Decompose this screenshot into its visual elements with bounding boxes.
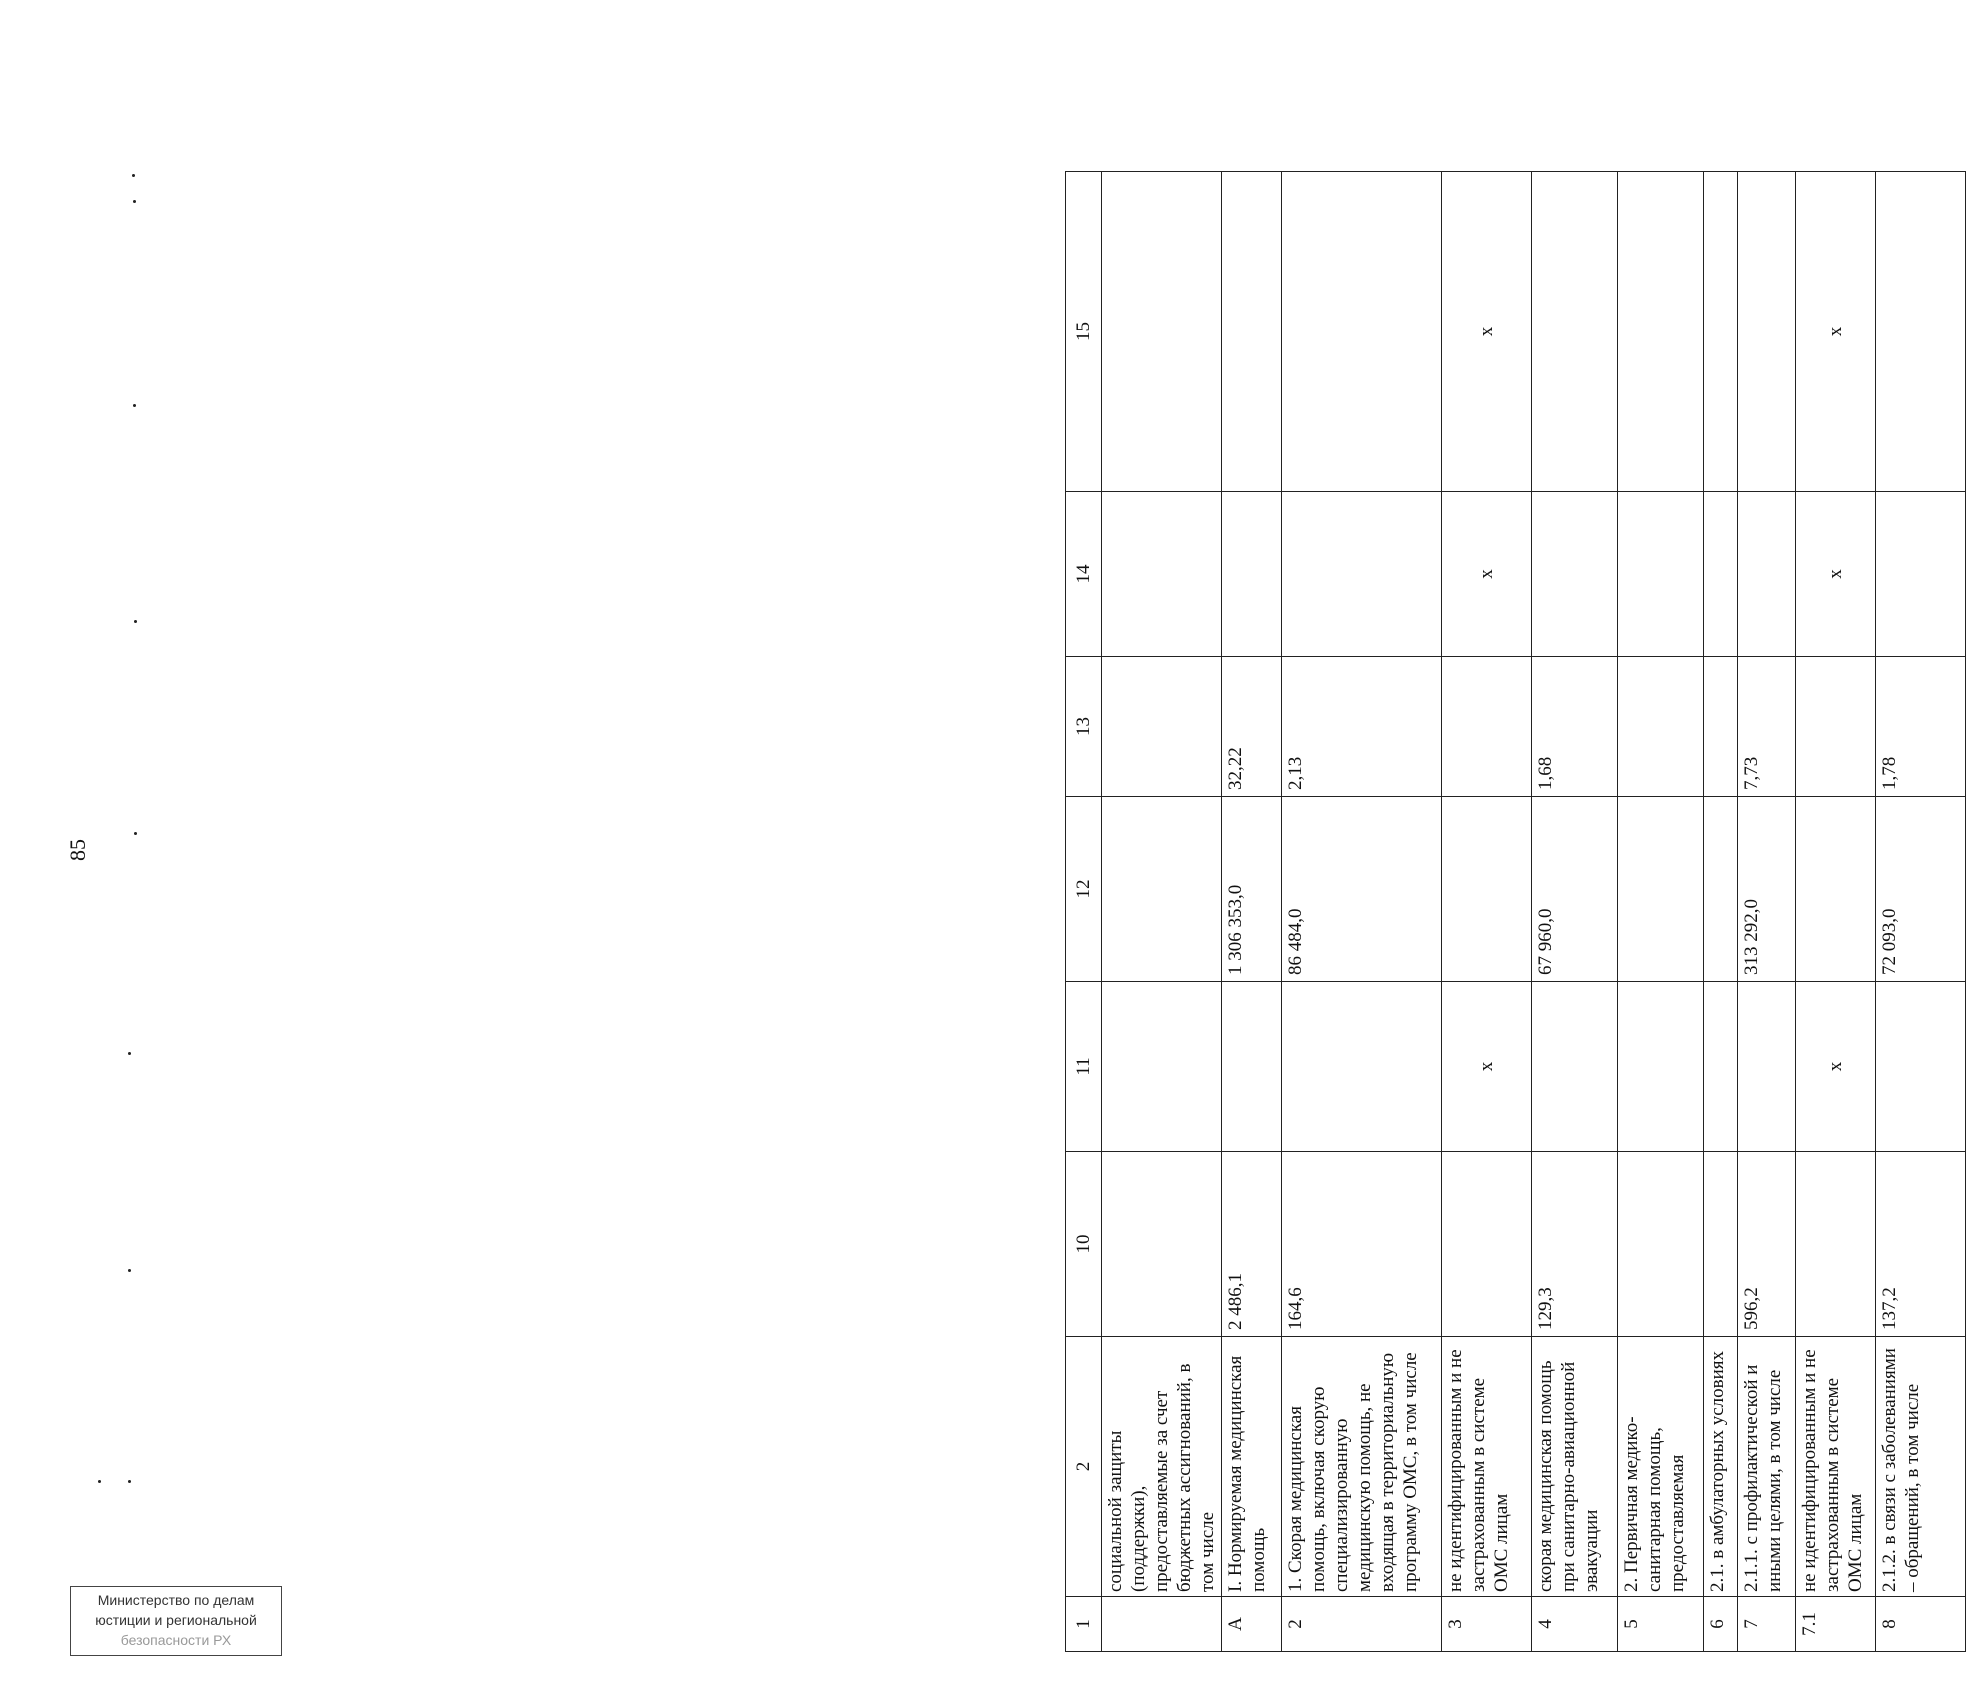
row-number: 7.1 bbox=[1796, 1597, 1876, 1652]
cell-col13: 2,13 bbox=[1282, 657, 1442, 797]
header-cell: 11 bbox=[1066, 982, 1102, 1152]
cell-col13: 1,68 bbox=[1532, 657, 1618, 797]
row-number: 6 bbox=[1704, 1597, 1738, 1652]
cell-col11: x bbox=[1796, 982, 1876, 1152]
row-number: 5 bbox=[1618, 1597, 1704, 1652]
cell-col10: 164,6 bbox=[1282, 1152, 1442, 1337]
ministry-stamp bbox=[70, 1586, 282, 1656]
row-label: 2.1.2. в связи с заболеваниями – обращений, в том числе bbox=[1876, 1337, 1966, 1597]
scan-dot bbox=[134, 832, 137, 835]
cell-col15 bbox=[1618, 172, 1704, 492]
table-row bbox=[1282, 172, 1442, 1652]
cell-col14: x bbox=[1442, 492, 1532, 657]
cell-col15: x bbox=[1796, 172, 1876, 492]
cell-col12: 67 960,0 bbox=[1532, 797, 1618, 982]
cell-col12 bbox=[1796, 797, 1876, 982]
cell-col14: x bbox=[1796, 492, 1876, 657]
cell-col13: 7,73 bbox=[1738, 657, 1796, 797]
row-label: не идентифицированным и не застрахованным в системе ОМС лицам bbox=[1796, 1337, 1876, 1597]
cell-col10: 596,2 bbox=[1738, 1152, 1796, 1337]
cell-col15 bbox=[1532, 172, 1618, 492]
scan-dot bbox=[133, 404, 136, 407]
cell-col12 bbox=[1102, 797, 1222, 982]
cell-col14 bbox=[1532, 492, 1618, 657]
cell-col15: x bbox=[1442, 172, 1532, 492]
cell-col13: 1,78 bbox=[1876, 657, 1966, 797]
header-row bbox=[1066, 172, 1102, 1652]
cell-col10: 129,3 bbox=[1532, 1152, 1618, 1337]
cell-col11 bbox=[1704, 982, 1738, 1152]
scan-dot bbox=[132, 174, 135, 177]
cell-col12 bbox=[1618, 797, 1704, 982]
cell-col15 bbox=[1222, 172, 1282, 492]
table-row bbox=[1618, 172, 1704, 1652]
row-number: 7 bbox=[1738, 1597, 1796, 1652]
cell-col15 bbox=[1738, 172, 1796, 492]
table-row bbox=[1738, 172, 1796, 1652]
table-row bbox=[1102, 172, 1222, 1652]
header-cell: 14 bbox=[1066, 492, 1102, 657]
table-row bbox=[1442, 172, 1532, 1652]
row-label: 2.1.1. с профилактической и иными целями, в том числе bbox=[1738, 1337, 1796, 1597]
cell-col15 bbox=[1102, 172, 1222, 492]
cell-col10: 137,2 bbox=[1876, 1152, 1966, 1337]
cell-col13: 32,22 bbox=[1222, 657, 1282, 797]
header-cell: 1 bbox=[1066, 1597, 1102, 1652]
cell-col11 bbox=[1222, 982, 1282, 1152]
scan-dot bbox=[134, 620, 137, 623]
header-cell: 10 bbox=[1066, 1152, 1102, 1337]
cell-col14 bbox=[1618, 492, 1704, 657]
scan-dot bbox=[128, 1480, 131, 1483]
cell-col11 bbox=[1738, 982, 1796, 1152]
cell-col11: x bbox=[1442, 982, 1532, 1152]
scan-dot bbox=[128, 1052, 131, 1055]
cell-col10: 2 486,1 bbox=[1222, 1152, 1282, 1337]
cell-col10 bbox=[1102, 1152, 1222, 1337]
row-number: 3 bbox=[1442, 1597, 1532, 1652]
cell-col15 bbox=[1704, 172, 1738, 492]
cell-col10 bbox=[1796, 1152, 1876, 1337]
cell-col13 bbox=[1442, 657, 1532, 797]
cell-col14 bbox=[1738, 492, 1796, 657]
cell-col14 bbox=[1704, 492, 1738, 657]
row-label: социальной защиты (поддержки), предоставляемые за счет бюджетных ассигнований, в том числе bbox=[1102, 1337, 1222, 1597]
cell-col15 bbox=[1282, 172, 1442, 492]
cell-col12: 313 292,0 bbox=[1738, 797, 1796, 982]
cell-col11 bbox=[1618, 982, 1704, 1152]
cell-col11 bbox=[1102, 982, 1222, 1152]
cell-col10 bbox=[1618, 1152, 1704, 1337]
stamp-line: юстиции и региональной bbox=[95, 1612, 257, 1628]
row-number: 8 bbox=[1876, 1597, 1966, 1652]
cell-col13 bbox=[1618, 657, 1704, 797]
cell-col14 bbox=[1876, 492, 1966, 657]
cell-col12: 72 093,0 bbox=[1876, 797, 1966, 982]
row-label: скорая медицинская помощь при санитарно-авиационной эвакуации bbox=[1532, 1337, 1618, 1597]
page-number: 85 bbox=[65, 839, 90, 861]
row-label: не идентифицированным и не застрахованным в системе ОМС лицам bbox=[1442, 1337, 1532, 1597]
scan-dot bbox=[98, 1480, 101, 1483]
row-number: 4 bbox=[1532, 1597, 1618, 1652]
cell-col10 bbox=[1442, 1152, 1532, 1337]
cell-col12 bbox=[1442, 797, 1532, 982]
header-cell: 15 bbox=[1066, 172, 1102, 492]
cell-col12: 86 484,0 bbox=[1282, 797, 1442, 982]
row-label: 2. Первичная медико-санитарная помощь, предоставляемая bbox=[1618, 1337, 1704, 1597]
cell-col13 bbox=[1102, 657, 1222, 797]
table-row bbox=[1532, 172, 1618, 1652]
table-row bbox=[1704, 172, 1738, 1652]
cell-col14 bbox=[1282, 492, 1442, 657]
cell-col13 bbox=[1704, 657, 1738, 797]
cell-col11 bbox=[1532, 982, 1618, 1152]
stamp-line: Министерство по делам bbox=[97, 1592, 255, 1608]
cell-col11 bbox=[1876, 982, 1966, 1152]
row-number bbox=[1102, 1597, 1222, 1652]
row-label: 1. Скорая медицинская помощь, включая скорую специализированную медицинскую помощь, не входящая в территориальную программу ОМС, в том числе bbox=[1282, 1337, 1442, 1597]
cell-col14 bbox=[1222, 492, 1282, 657]
row-label: I. Нормируемая медицинская помощь bbox=[1222, 1337, 1282, 1597]
header-cell: 12 bbox=[1066, 797, 1102, 982]
budget-table bbox=[1065, 171, 1966, 1652]
row-number: А bbox=[1222, 1597, 1282, 1652]
row-label: 2.1. в амбулаторных условиях bbox=[1704, 1337, 1738, 1597]
cell-col11 bbox=[1282, 982, 1442, 1152]
table-row bbox=[1222, 172, 1282, 1652]
scan-dot bbox=[133, 200, 136, 203]
table-row bbox=[1796, 172, 1876, 1652]
stamp-line: безопасности РХ bbox=[120, 1632, 232, 1648]
cell-col12: 1 306 353,0 bbox=[1222, 797, 1282, 982]
row-number: 2 bbox=[1282, 1597, 1442, 1652]
cell-col14 bbox=[1102, 492, 1222, 657]
scan-dot bbox=[128, 1269, 131, 1272]
cell-col10 bbox=[1704, 1152, 1738, 1337]
rotated-table-wrapper bbox=[1065, 172, 1965, 1652]
cell-col12 bbox=[1704, 797, 1738, 982]
header-cell: 13 bbox=[1066, 657, 1102, 797]
cell-col15 bbox=[1876, 172, 1966, 492]
cell-col13 bbox=[1796, 657, 1876, 797]
table-row bbox=[1876, 172, 1966, 1652]
header-cell: 2 bbox=[1066, 1337, 1102, 1597]
